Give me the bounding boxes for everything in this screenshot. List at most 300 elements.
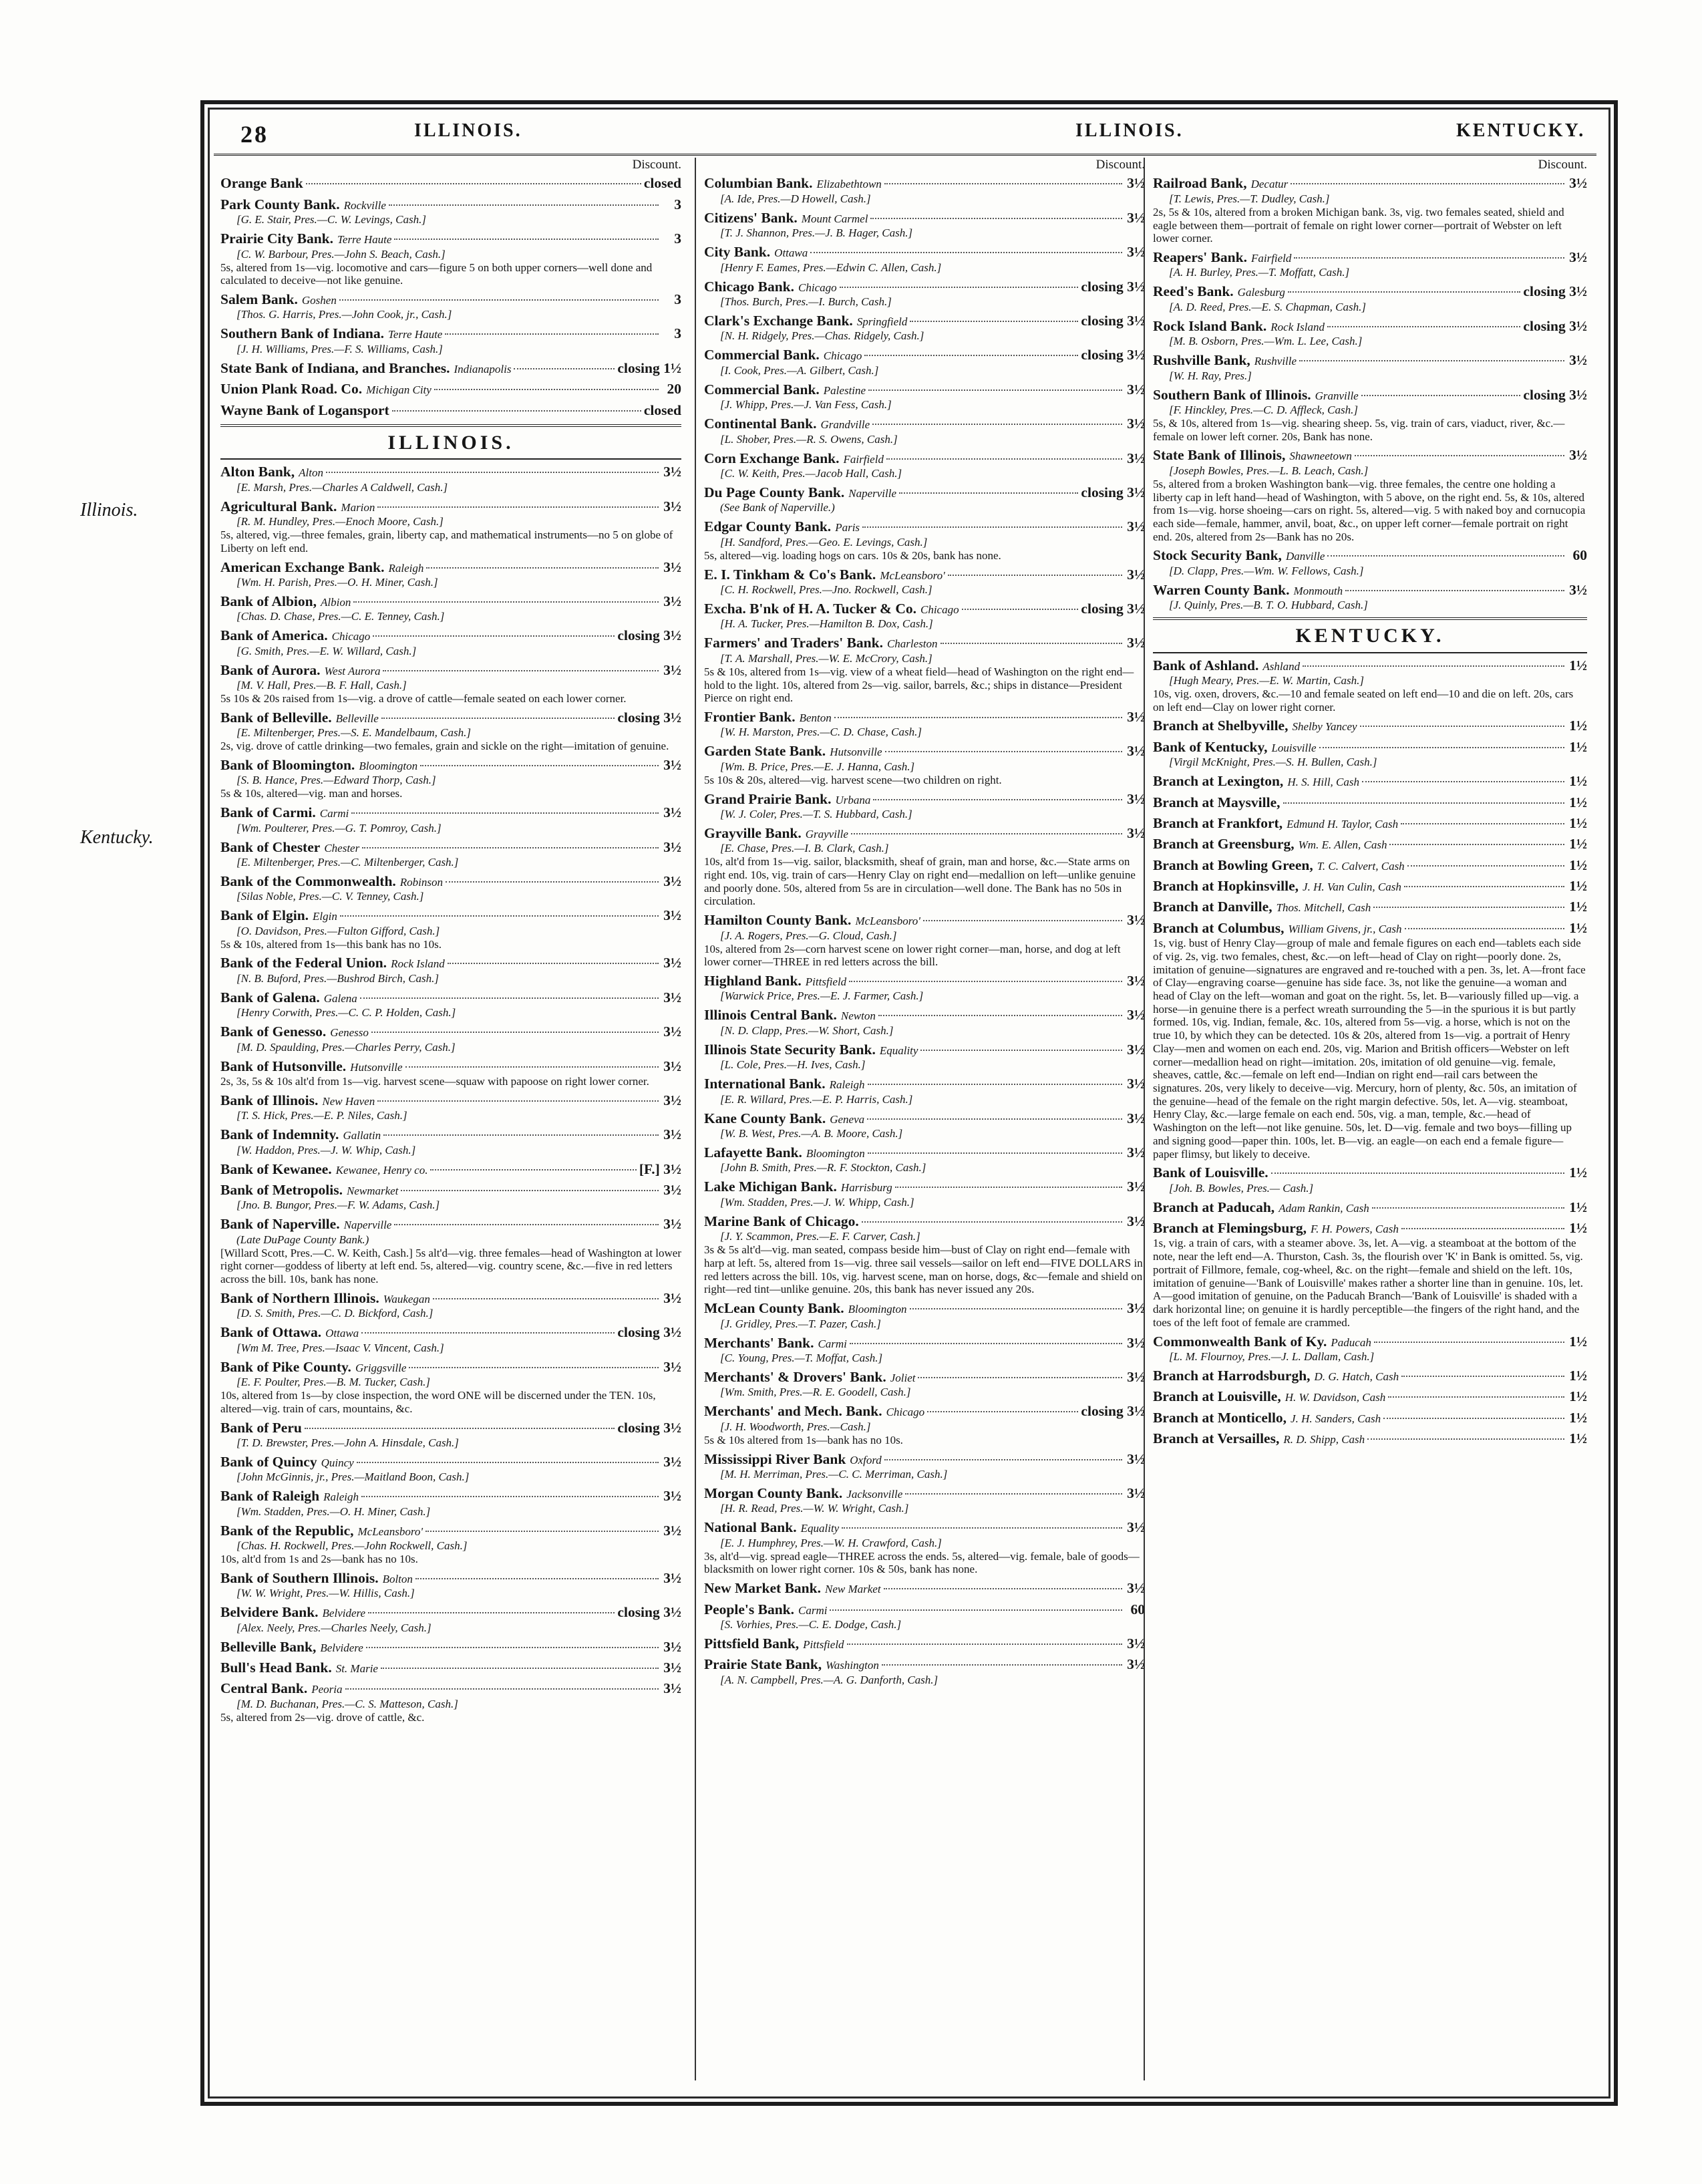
bank-line — [220, 1182, 681, 1199]
bank-line — [1153, 1164, 1587, 1181]
bank-name: Southern Bank of Illinois. — [1153, 386, 1311, 403]
bank-location: Thos. Mitchell, Cash — [1276, 901, 1371, 915]
bank-location: Terre Haute — [337, 233, 392, 247]
bank-entry — [704, 279, 1145, 309]
bank-officers: [Virgil McKnight, Pres.—S. H. Bullen, Cash.] — [1169, 756, 1377, 769]
bank-name: Morgan County Bank. — [704, 1485, 843, 1501]
bank-line — [704, 1144, 1145, 1161]
bank-location: J. H. Sanders, Cash — [1291, 1412, 1381, 1425]
page-number: 28 — [240, 121, 269, 148]
bank-location: Urbana — [835, 793, 871, 806]
bank-officers: [M. H. Merriman, Pres.—C. C. Merriman, Cash.] — [720, 1467, 948, 1480]
bank-location: Wm. E. Allen, Cash — [1298, 838, 1387, 852]
leader-dots — [383, 670, 659, 671]
discount-rate: closed — [643, 402, 681, 418]
bank-officers: [L. Cole, Pres.—H. Ives, Cash.] — [720, 1058, 866, 1072]
bank-entry — [220, 381, 681, 398]
leader-dots — [1388, 1396, 1564, 1398]
leader-dots — [514, 368, 615, 369]
bank-name: Commercial Bank. — [704, 381, 820, 398]
discount-rate: closing 3½ — [1523, 317, 1587, 334]
bank-line — [1153, 283, 1587, 300]
bank-officers: [C. W. Keith, Pres.—Jacob Hall, Cash.] — [720, 467, 902, 480]
bank-entry — [220, 1523, 681, 1566]
bank-line — [220, 1680, 681, 1697]
bank-entry — [220, 1290, 681, 1320]
discount-rate: 3 — [674, 196, 681, 212]
bank-officers: [D. S. Smith, Pres.—C. D. Bickford, Cash.] — [236, 1307, 434, 1320]
bank-line — [704, 1519, 1145, 1536]
margin-note-kentucky: Kentucky. — [80, 827, 154, 848]
counterfeit-note: 1s, vig. bust of Henry Clay—group of male and female figures on each end—tablets each side of vig. 2s, vig. two females, chest, &c.—on left—head of Clay on right—poorly done. 2s, imitation of genuine—signatures are engraved and re-touched with a pen. 3s, let. A—front face of Clay—engraving coarse—genuine has side face. 3s, not like the genuine—a woman and head of Clay on the left—woman and goat on the right. 5s, let. B—variously filled up—vig. a horse—in genuine there is a perfect wreath surrounding the 5—in the spurious it is but partly formed. 10s, vig. Indian, female, &c. 10s, altered from 5s—vig. a horse, which is not on the true 10, by which they can be detected. 10s & 20s, altered from 1s—vig. a portrait of Henry Clay—men and women on each end. 20s, vig. Marion and British officers—Webster on left corner—medallion head on right—imitation. 20s, imitation of old genuine—vig. female, sheaves, cattle, &c.—female on left end—Indian on right end—rail cars between the signatures. 20s, very likely to deceive—vig. Mercury, horn of plenty, &c. 50s, an imitation of the genuine—head of the female on the right margin defective. 50s, let. A—vig. steamboat, Henry Clay, &c.—large female on each end. 50s, vig. a man, temple, &c.—head of Washington on the left—not like genuine. 50s, let. D—vig. female and two boys—filling up and signing good—paper thin. 100s, let. B—vig. an eagle—on each end a female figure—paper flimsy, but likely to deceive. — [1153, 937, 1586, 1160]
discount-rate: 3½ — [1127, 1334, 1145, 1351]
bank-line — [704, 1485, 1145, 1502]
leader-dots — [1299, 360, 1564, 361]
discount-rate: 1½ — [1569, 1367, 1587, 1384]
bank-line — [220, 1161, 681, 1178]
section-heading-illinois: ILLINOIS. — [220, 424, 681, 460]
discount-rate: 1½ — [1569, 1164, 1587, 1181]
bank-location: Pittsfield — [805, 975, 847, 989]
bank-location: Quincy — [321, 1456, 354, 1469]
bank-name: State Bank of Indiana, and Branches. — [220, 359, 450, 376]
bank-name: Bank of Albion, — [220, 593, 317, 609]
leader-dots — [361, 1496, 659, 1497]
bank-line — [704, 1369, 1145, 1386]
bank-line — [1153, 547, 1587, 564]
bank-line — [220, 1024, 681, 1040]
bank-name: Branch at Versailles, — [1153, 1430, 1280, 1446]
bank-officers: [Wm. Poulterer, Pres.—G. T. Pomroy, Cash.] — [236, 821, 442, 834]
bank-officers: [A. D. Reed, Pres.—E. S. Chapman, Cash.] — [1169, 300, 1366, 313]
bank-location: Danville — [1285, 550, 1325, 563]
discount-rate: 3½ — [663, 661, 681, 678]
bank-location: Galena — [323, 991, 357, 1005]
bank-entry — [704, 1110, 1145, 1140]
bank-officers: [Henry F. Eames, Pres.—Edwin C. Allen, Cash.] — [720, 261, 942, 274]
bank-name: Bank of Hutsonville. — [220, 1058, 347, 1074]
bank-location: Equality — [800, 1522, 840, 1535]
leader-dots — [446, 881, 659, 883]
bank-line — [220, 593, 681, 610]
bank-line — [1153, 1334, 1587, 1350]
leader-dots — [1373, 907, 1564, 908]
bank-location: Rock Island — [1270, 320, 1325, 333]
bank-entry — [220, 1359, 681, 1416]
bank-entry — [704, 912, 1145, 969]
bank-location: Waukegan — [383, 1292, 430, 1305]
bank-entry — [220, 627, 681, 657]
bank-location: Belleville — [335, 712, 379, 725]
margin-note-illinois: Illinois. — [80, 500, 138, 520]
bank-line — [1153, 878, 1587, 895]
counterfeit-note: 5s, & 10s, altered from 1s—vig. shearing sheep. 5s, vig. train of cars, viaduct, river, &c.—female on lower left corner. 20s, Bank has none. — [1153, 417, 1565, 443]
bank-line — [704, 1179, 1145, 1195]
bank-name: Belleville Bank, — [220, 1638, 317, 1655]
bank-line — [1153, 1388, 1587, 1405]
bank-officers: [F. Hinckley, Pres.—C. D. Affleck, Cash.] — [1169, 403, 1358, 416]
discount-rate: 20 — [667, 381, 681, 398]
discount-rate: 3½ — [1127, 1041, 1145, 1058]
leader-dots — [368, 1612, 615, 1613]
bank-officers: [J. Gridley, Pres.—T. Pazer, Cash.] — [720, 1317, 881, 1330]
bank-entry — [704, 244, 1145, 274]
bank-entry — [220, 1454, 681, 1484]
bank-name: McLean County Bank. — [704, 1300, 844, 1317]
leader-dots — [1374, 1342, 1564, 1343]
bank-location: St. Marie — [335, 1662, 378, 1676]
bank-name: Bank of Louisville. — [1153, 1164, 1268, 1181]
bank-name: Lafayette Bank. — [704, 1144, 802, 1161]
leader-dots — [847, 1644, 1122, 1645]
bank-name: Du Page County Bank. — [704, 484, 845, 501]
bank-location: Springfield — [856, 315, 908, 329]
discount-rate: 3½ — [1127, 1656, 1145, 1673]
discount-rate: closing 3½ — [1081, 1403, 1145, 1420]
discount-rate: 3½ — [663, 1181, 681, 1198]
discount-rate: closing 3½ — [617, 1419, 681, 1436]
bank-location: Raleigh — [829, 1078, 865, 1092]
leader-dots — [1345, 590, 1564, 591]
bank-location: Charleston — [886, 637, 938, 651]
leader-dots — [830, 1609, 1122, 1611]
bank-entry — [704, 1179, 1145, 1209]
header-right-title: KENTUCKY. — [1456, 120, 1586, 141]
discount-rate: 3½ — [1127, 381, 1145, 398]
leader-dots — [426, 1531, 659, 1532]
bank-line — [1153, 1430, 1587, 1447]
bank-name: Bank of Kentucky, — [1153, 738, 1268, 755]
bank-line — [220, 1639, 681, 1656]
bank-name: Bank of the Republic, — [220, 1522, 354, 1539]
bank-name: Edgar County Bank. — [704, 518, 832, 535]
bank-line — [220, 325, 681, 342]
bank-location: Washington — [826, 1659, 879, 1672]
bank-name: Illinois Central Bank. — [704, 1007, 837, 1024]
bank-officers: [T. S. Hick, Pres.—E. P. Niles, Cash.] — [236, 1109, 407, 1122]
discount-rate: 3½ — [663, 1092, 681, 1108]
bank-location: New Haven — [322, 1094, 375, 1108]
discount-rate: 3½ — [1569, 249, 1587, 265]
bank-location: Indianapolis — [454, 362, 512, 375]
leader-dots — [868, 1084, 1123, 1085]
bank-location: Bloomington — [806, 1147, 865, 1160]
bank-line — [220, 175, 681, 192]
counterfeit-note: 10s, altered from 2s—corn harvest scene on lower right corner—man, horse, and dog at left lower corner—THREE in red letters across the bill. — [704, 942, 1121, 969]
bank-name: Hamilton County Bank. — [704, 912, 852, 929]
bank-name: Kane County Bank. — [704, 1110, 826, 1126]
bank-location: Carmi — [818, 1337, 847, 1350]
leader-dots — [1405, 928, 1564, 929]
bank-entry — [704, 313, 1145, 343]
discount-rate: 1½ — [1569, 919, 1587, 936]
bank-entry — [220, 196, 681, 226]
bank-location: Rock Island — [391, 957, 445, 971]
discount-rate: 3½ — [663, 873, 681, 889]
discount-rate: 3½ — [1569, 175, 1587, 192]
bank-name: Lake Michigan Bank. — [704, 1179, 837, 1195]
leader-dots — [1401, 1228, 1564, 1229]
bank-entry — [704, 791, 1145, 821]
bank-entry — [220, 1660, 681, 1676]
leader-dots — [920, 1050, 1122, 1051]
bank-entry — [220, 907, 681, 951]
bank-line — [220, 662, 681, 679]
discount-rate: 3½ — [1127, 1368, 1145, 1385]
bank-location: Alton — [299, 466, 323, 480]
discount-rate: 3½ — [663, 1453, 681, 1470]
bank-name: Branch at Frankfort, — [1153, 814, 1283, 831]
bank-name: Bank of Metropolis. — [220, 1181, 343, 1198]
leader-dots — [394, 239, 659, 240]
discount-rate: 3½ — [663, 1569, 681, 1586]
discount-rate: 3½ — [1127, 518, 1145, 535]
bank-line — [220, 402, 681, 419]
bank-entry — [220, 804, 681, 834]
bank-line — [1153, 582, 1587, 599]
bank-name: Illinois State Security Bank. — [704, 1041, 876, 1058]
bank-officers: [L. M. Flournoy, Pres.—J. L. Dallam, Cash.] — [1169, 1350, 1375, 1363]
bank-location: Chicago — [823, 349, 862, 363]
bank-line — [704, 1213, 1145, 1230]
discount-rate: 1½ — [1569, 718, 1587, 734]
bank-officers: [E. Miltenberger, Pres.—S. E. Mandelbaum, Cash.] — [236, 726, 471, 740]
leader-dots — [840, 287, 1079, 288]
bank-line — [220, 989, 681, 1006]
discount-rate: closing 3½ — [1081, 278, 1145, 295]
counterfeit-note: 5s, altered from a broken Washington bank—vig. three females, the centre one holding a liberty cap in left hand—head of Washington, with 5 above, on the right end. 5s, & 10s, altered from 1s—vig. horse shoeing—cars on right. 5s, altered—vig. 5 with naked boy and cornucopia each side—female, hammer, anvil, boat, &c., on upper left corner—female portrait on right end. 20s, altered from 2s—Bank has no 20s. — [1153, 477, 1586, 543]
bank-officers: [C. H. Rockwell, Pres.—Jno. Rockwell, Cash.] — [720, 583, 932, 596]
discount-rate: 1½ — [1569, 1199, 1587, 1215]
discount-rate: 3½ — [663, 1058, 681, 1074]
bank-officers: [I. Cook, Pres.—A. Gilbert, Cash.] — [720, 363, 879, 377]
bank-line — [704, 450, 1145, 467]
bank-entry — [704, 1300, 1145, 1330]
counterfeit-note: 2s, 3s, 5s & 10s alt'd from 1s—vig. harvest scene—squaw with papoose on right lower corner. — [220, 1075, 649, 1088]
bank-location: H. W. Davidson, Cash — [1285, 1391, 1386, 1404]
leader-dots — [862, 526, 1122, 528]
bank-entry — [1153, 175, 1587, 245]
bank-entry — [704, 518, 1145, 562]
counterfeit-note: 5s & 10s, altered—vig. man and horses. — [220, 787, 403, 800]
bank-officers: [Wm. B. Price, Pres.—E. J. Hanna, Cash.] — [720, 760, 915, 773]
bank-name: Bank of the Commonwealth. — [220, 873, 396, 889]
bank-entry — [1153, 249, 1587, 279]
column-3 — [1144, 158, 1587, 2080]
discount-rate: 1½ — [1569, 773, 1587, 790]
discount-rate: 3½ — [1127, 1144, 1145, 1161]
bank-entry — [704, 1403, 1145, 1446]
leader-dots — [923, 920, 1122, 921]
discount-rate: 3½ — [663, 1216, 681, 1233]
leader-dots — [851, 833, 1122, 834]
bank-location: Ashland — [1262, 659, 1301, 673]
leader-dots — [882, 1664, 1122, 1666]
bank-name: International Bank. — [704, 1076, 826, 1092]
bank-entry — [1153, 447, 1587, 543]
bank-name: Clark's Exchange Bank. — [704, 313, 853, 329]
discount-rate: 3½ — [1127, 244, 1145, 261]
bank-line — [220, 1454, 681, 1470]
bank-entry — [704, 1144, 1145, 1175]
bank-location: William Givens, jr., Cash — [1288, 922, 1402, 935]
bank-entry — [704, 347, 1145, 377]
bank-officers: [W. W. Wright, Pres.—W. Hillis, Cash.] — [236, 1587, 415, 1600]
discount-rate: 3½ — [1127, 1076, 1145, 1092]
bank-officers: [T. Lewis, Pres.—T. Dudley, Cash.] — [1169, 192, 1330, 205]
discount-rate: 3½ — [1127, 1213, 1145, 1229]
bank-line — [1153, 1220, 1587, 1237]
bank-location: Louisville — [1271, 741, 1317, 754]
bank-entry — [220, 464, 681, 494]
bank-officers: [John McGinnis, jr., Pres.—Maitland Boon, Cash.] — [236, 1470, 470, 1484]
discount-rate: 3½ — [1569, 352, 1587, 369]
leader-dots — [306, 183, 641, 184]
bank-location: H. S. Hill, Cash — [1287, 776, 1359, 789]
counterfeit-note: 3s & 5s alt'd—vig. man seated, compass beside him—bust of Clay on right end—female with harp at left. 5s, altered from 1s—vig. three sail vessels—sailor on left end—FIVE DOLLARS in red letters across the bill. 10s, vig. harvest scene, man on horse, dogs, &c—female and shield on right—red tint—unlike genuine. 20s, this bank has never issued any 20s. — [704, 1243, 1143, 1296]
bank-officers: [M. D. Buchanan, Pres.—C. S. Matteson, Cash.] — [236, 1697, 458, 1710]
bank-line — [1153, 1368, 1587, 1384]
bank-name: Mississippi River Bank — [704, 1450, 846, 1467]
bank-officers: [Chas. H. Rockwell, Pres.—John Rockwell, Cash.] — [236, 1539, 468, 1553]
counterfeit-note: 1s, vig. a train of cars, with a steamer above. 3s, let. A—vig. a steamboat at the bottom of the note, near the left end—A. Thurston, Cash. 3s, the flourish over 'K' in Bank is omitted. 5s, vig. portrait of Fillmore, female, cog-wheel, &c. on the right—female and shield on the left. 10s, imitation of genuine—'Bank of Louisville' makes rather a shorter line than in genuine. 10s, let. A—good imitation of genuine, on the Paducah Branch—'Bank of Louisville' is shaded with a dark horizontal line; on genuine it is hardly perceptible—the fingers of the right hand, and the toes of the left foot of female are crammed. — [1153, 1237, 1583, 1329]
bank-name: Bank of America. — [220, 627, 328, 644]
discount-rate: 1½ — [1569, 1388, 1587, 1405]
discount-rate: 1½ — [1569, 1430, 1587, 1446]
bank-location: F. H. Powers, Cash — [1310, 1223, 1399, 1236]
bank-name: Pittsfield Bank, — [704, 1635, 800, 1652]
discount-rate: 3½ — [663, 1660, 681, 1676]
bank-name: Excha. B'nk of H. A. Tucker & Co. — [704, 601, 916, 617]
leader-dots — [371, 1032, 659, 1033]
leader-dots — [1401, 823, 1564, 824]
discount-rate: 1½ — [1569, 657, 1587, 673]
bank-entry — [220, 593, 681, 623]
bank-location: Chester — [324, 841, 360, 854]
bank-name: E. I. Tinkham & Co's Bank. — [704, 566, 876, 583]
bank-name: American Exchange Bank. — [220, 559, 385, 575]
bank-name: Bank of Aurora. — [220, 661, 321, 678]
bank-officers: [Wm. Smith, Pres.—R. E. Goodell, Cash.] — [720, 1386, 911, 1399]
bank-location: Albion — [321, 595, 351, 609]
bank-line — [1153, 175, 1587, 192]
illinois-list — [220, 464, 681, 1724]
section-heading-kentucky: KENTUCKY. — [1153, 617, 1587, 653]
leader-dots — [1288, 291, 1521, 293]
bank-name: Bank of Quincy — [220, 1453, 317, 1470]
leader-dots — [1383, 1418, 1564, 1419]
bank-name: Merchants' & Drovers' Bank. — [704, 1368, 886, 1385]
bank-name: Garden State Bank. — [704, 743, 826, 760]
bank-line — [220, 1604, 681, 1621]
bank-location: Edmund H. Taylor, Cash — [1287, 817, 1399, 830]
bank-officers: [Joh. B. Bowles, Pres.— Cash.] — [1169, 1181, 1314, 1195]
discount-rate: 3½ — [663, 559, 681, 575]
bank-location: Newmarket — [346, 1184, 399, 1197]
leader-dots — [1327, 555, 1564, 557]
leader-dots — [870, 218, 1122, 219]
bank-line — [704, 279, 1145, 295]
discount-rate: 1½ — [1569, 738, 1587, 755]
bank-officers: [D. Clapp, Pres.—Wm. W. Fellows, Cash.] — [1169, 564, 1364, 577]
bank-line — [704, 313, 1145, 329]
bank-location: Fairfield — [843, 452, 884, 466]
header-left-title: ILLINOIS. — [414, 120, 522, 141]
bank-officers: [E. Chase, Pres.—I. B. Clark, Cash.] — [720, 842, 889, 855]
bank-officers: [N. H. Ridgely, Pres.—Chas. Ridgely, Cash.] — [720, 329, 924, 343]
bank-location: T. C. Calvert, Cash — [1317, 859, 1405, 873]
leader-dots — [405, 1066, 659, 1068]
bank-name: Bank of Galena. — [220, 989, 320, 1005]
bank-line — [220, 1570, 681, 1587]
leader-dots — [862, 1221, 1122, 1223]
discount-rate: 3½ — [663, 907, 681, 924]
bank-name: Branch at Flemingsburg, — [1153, 1220, 1307, 1237]
bank-entry — [220, 873, 681, 903]
bank-line — [1153, 657, 1587, 674]
bank-name: Branch at Paducah, — [1153, 1199, 1275, 1215]
bank-location: Benton — [799, 711, 832, 724]
leader-dots — [850, 1343, 1122, 1344]
bank-entry — [704, 1335, 1145, 1365]
bank-line — [220, 907, 681, 924]
discount-rate: 3½ — [1127, 1485, 1145, 1501]
leader-dots — [918, 1377, 1122, 1378]
leader-dots — [401, 1190, 659, 1191]
column-2 — [695, 158, 1145, 2080]
bank-officers: [Wm. Stadden, Pres.—J. W. Whipp, Cash.] — [720, 1195, 914, 1209]
bank-officers: [John B. Smith, Pres.—R. F. Stockton, Cash.] — [720, 1161, 926, 1175]
counterfeit-note: 5s 10s & 20s, altered—vig. harvest scene—two children on right. — [704, 773, 1002, 786]
bank-officers: (Late DuPage County Bank.) — [236, 1233, 369, 1246]
bank-officers: [T. A. Marshall, Pres.—W. E. McCrory, Cash.] — [720, 651, 932, 665]
page-header — [214, 115, 1596, 156]
bank-line — [220, 1126, 681, 1143]
bank-name: Bank of Raleigh — [220, 1488, 320, 1505]
bank-entry — [704, 1485, 1145, 1515]
bank-name: Rock Island Bank. — [1153, 317, 1267, 334]
bank-entry — [704, 1656, 1145, 1686]
bank-officers: [H. A. Tucker, Pres.—Hamilton B. Dox, Cash.] — [720, 617, 933, 631]
bank-location: Chicago — [798, 281, 837, 294]
bank-entry — [1153, 857, 1587, 874]
bank-entry — [220, 1216, 681, 1286]
leader-dots — [381, 718, 615, 719]
bank-officers: (See Bank of Naperville.) — [720, 501, 835, 514]
discount-rate: 1½ — [1569, 1220, 1587, 1237]
discount-rate: 3½ — [1127, 1450, 1145, 1467]
bank-officers: [E. Marsh, Pres.—Charles A Caldwell, Cash.] — [236, 480, 448, 494]
discount-rate: 3 — [674, 325, 681, 342]
bank-line — [704, 1656, 1145, 1673]
bank-location: Oxford — [850, 1453, 882, 1466]
bank-line — [220, 291, 681, 308]
bank-name: Citizens' Bank. — [704, 209, 798, 226]
bank-entry — [1153, 387, 1587, 444]
bank-entry — [220, 1604, 681, 1634]
bank-location: Belvidere — [320, 1641, 363, 1654]
bank-officers: [Joseph Bowles, Pres.—L. B. Leach, Cash.] — [1169, 464, 1369, 477]
bank-name: Stock Security Bank, — [1153, 547, 1282, 564]
leader-dots — [326, 472, 659, 473]
discount-rate: 3 — [674, 230, 681, 247]
bank-line — [220, 1359, 681, 1376]
bank-officers: [E. R. Willard, Pres.—E. P. Harris, Cash.] — [720, 1092, 913, 1106]
leader-dots — [948, 575, 1122, 576]
discount-rate: closing 3½ — [1523, 386, 1587, 403]
leader-dots — [1372, 1207, 1564, 1209]
bank-line — [220, 873, 681, 890]
